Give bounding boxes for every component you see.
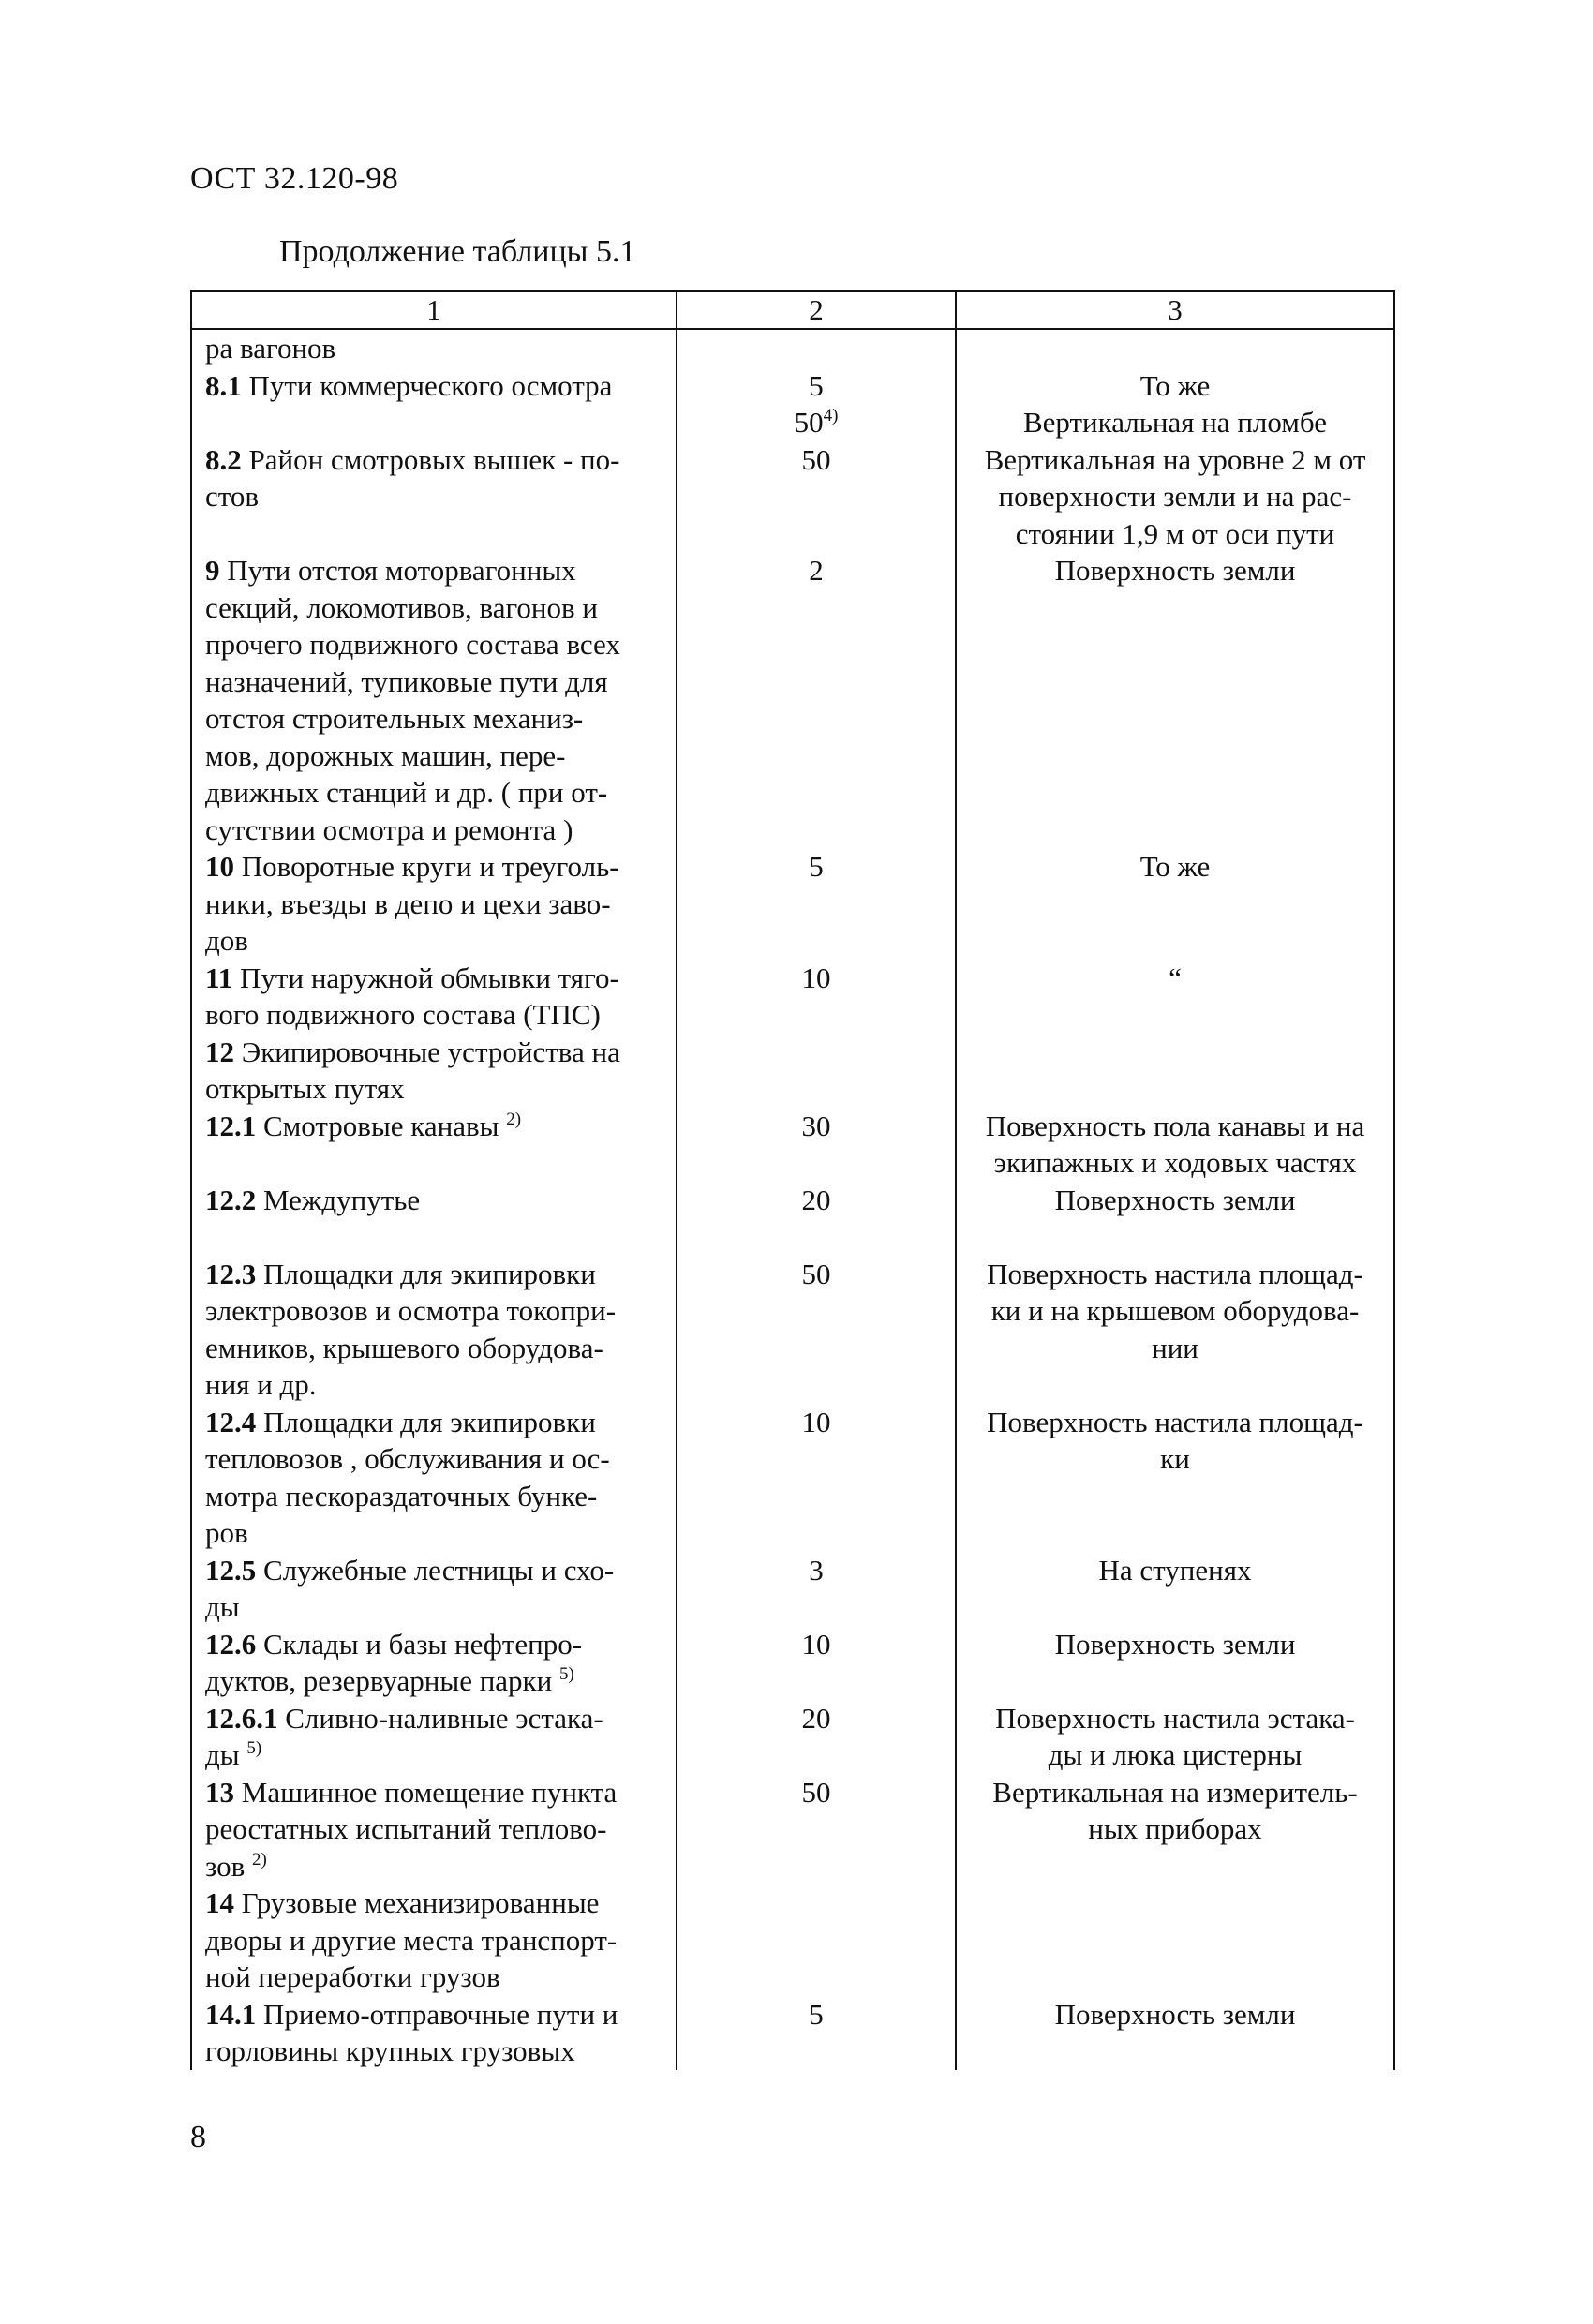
description-line <box>205 1848 670 1885</box>
illuminance-text: 5 <box>809 368 824 402</box>
description-text: зов <box>205 1849 246 1883</box>
cell-description <box>191 441 677 553</box>
table-header-row <box>191 291 1394 329</box>
table-row <box>191 1996 1394 2070</box>
table-caption: Продолжение таблицы 5.1 <box>279 234 636 269</box>
measurement-plane-line: ки и на крышевом оборудова- <box>990 1294 1360 1327</box>
table-row <box>191 552 1394 848</box>
description-text: вого подвижного состава (ТПС) <box>205 998 601 1031</box>
description-line <box>205 774 670 812</box>
footnote-marker: 2) <box>506 1109 522 1129</box>
illuminance-text: 5 <box>809 1997 824 2031</box>
description-line <box>205 1810 670 1848</box>
measurement-plane-line: Вертикальная на пломбе <box>1022 406 1328 439</box>
cell-description <box>191 1108 677 1182</box>
footnote-marker: 4) <box>823 406 839 425</box>
cell-measurement-plane <box>956 1256 1394 1404</box>
description-text: Район смотровых вышек - по- <box>248 442 620 476</box>
cell-measurement-plane <box>956 329 1394 367</box>
cell-measurement-plane <box>956 1885 1394 1996</box>
measurement-plane-line: Поверхность настила эстака- <box>995 1701 1355 1735</box>
description-text: Смотровые канавы <box>263 1109 499 1142</box>
illuminance-text: 50 <box>794 406 824 439</box>
cell-measurement-plane <box>956 1552 1394 1626</box>
description-text: Пути коммерческого осмотра <box>248 368 613 402</box>
cell-description <box>191 960 677 1034</box>
measurement-plane-line: Вертикальная на уровне 2 м от <box>984 442 1366 476</box>
measurement-plane-line: То же <box>1139 368 1211 402</box>
cell-measurement-plane <box>956 552 1394 848</box>
cell-measurement-plane <box>956 960 1394 1034</box>
description-text: ра вагонов <box>205 332 336 365</box>
description-text: Машинное помещение пункта <box>241 1775 618 1809</box>
description-text: Площадки для экипировки <box>263 1405 596 1438</box>
description-line <box>205 663 670 701</box>
illuminance-text: 20 <box>801 1183 831 1216</box>
description-line <box>205 1662 670 1700</box>
column-header-1: 1 <box>191 291 677 329</box>
item-number: 8.2 <box>205 442 242 476</box>
description-text: Поворотные круги и треуголь- <box>241 850 619 883</box>
measurement-plane-line: Вертикальная на измеритель- <box>992 1775 1358 1809</box>
description-line <box>205 848 670 886</box>
footnote-marker: 5) <box>246 1738 262 1758</box>
description-line <box>205 2033 670 2070</box>
measurement-plane-line: стоянии 1,9 м от оси пути <box>1015 516 1335 550</box>
illuminance-value <box>681 1182 951 1219</box>
description-line <box>205 1108 670 1145</box>
illuminance-text: 50 <box>801 1257 831 1290</box>
table-container <box>190 290 1393 2067</box>
cell-illuminance <box>677 960 956 1034</box>
table-row <box>191 1552 1394 1626</box>
description-line <box>205 1256 670 1293</box>
item-number: 12 <box>205 1035 234 1068</box>
cell-description <box>191 1774 677 1885</box>
description-line <box>205 367 670 405</box>
lighting-norms-table <box>190 290 1395 2070</box>
description-line <box>205 922 670 960</box>
cell-illuminance <box>677 1885 956 1996</box>
table-row <box>191 1774 1394 1885</box>
item-number: 14 <box>205 1886 234 1919</box>
description-line <box>205 1588 670 1626</box>
cell-illuminance <box>677 367 956 441</box>
illuminance-value <box>681 404 951 441</box>
cell-illuminance <box>677 848 956 960</box>
column-header-3: 3 <box>956 291 1394 329</box>
description-text: мов, дорожных машин, пере- <box>205 738 566 772</box>
description-text: Площадки для экипировки <box>263 1257 596 1290</box>
table-row <box>191 1404 1394 1552</box>
footnote-marker: 5) <box>558 1664 574 1684</box>
cell-measurement-plane <box>956 1404 1394 1552</box>
measurement-plane-line: нии <box>1152 1331 1198 1364</box>
description-line <box>205 552 670 589</box>
item-number: 13 <box>205 1775 234 1809</box>
description-line <box>205 996 670 1034</box>
item-number: 10 <box>205 850 234 883</box>
cell-measurement-plane <box>956 367 1394 441</box>
measurement-plane-line: Поверхность настила площад- <box>987 1257 1363 1290</box>
description-line <box>205 1404 670 1441</box>
table-row <box>191 1034 1394 1108</box>
description-line <box>205 441 670 479</box>
description-text: движных станций и др. ( при от- <box>205 776 608 809</box>
table-row <box>191 329 1394 367</box>
cell-description <box>191 1552 677 1626</box>
description-text: мотра пескораздаточных бунке- <box>205 1479 598 1512</box>
description-text: назначений, тупиковые пути для <box>205 664 608 698</box>
item-number: 14.1 <box>205 1997 257 2031</box>
description-text: ды <box>205 1738 240 1771</box>
cell-description <box>191 367 677 441</box>
description-line <box>205 1070 670 1108</box>
description-text: Склады и базы нефтепро- <box>263 1627 583 1661</box>
measurement-plane-line: “ <box>1169 961 1182 994</box>
illuminance-text: 30 <box>801 1109 831 1142</box>
description-text: Пути наружной обмывки тяго- <box>240 961 619 994</box>
item-number: 12.2 <box>205 1183 257 1216</box>
description-line <box>205 1626 670 1663</box>
measurement-plane-line: ки <box>1160 1442 1190 1475</box>
item-number: 9 <box>205 554 220 587</box>
cell-description <box>191 1996 677 2070</box>
cell-description <box>191 329 677 367</box>
item-number: 11 <box>205 961 233 994</box>
description-line <box>205 1034 670 1071</box>
description-text: Грузовые механизированные <box>241 1886 600 1919</box>
description-text: ров <box>205 1516 248 1549</box>
measurement-plane-line: То же <box>1139 850 1211 883</box>
description-text: ной переработки грузов <box>205 1960 500 1993</box>
description-line <box>205 1922 670 1959</box>
description-text: дов <box>205 924 248 957</box>
cell-measurement-plane <box>956 1996 1394 2070</box>
cell-description <box>191 1034 677 1108</box>
cell-illuminance <box>677 552 956 848</box>
description-text: горловины крупных грузовых <box>205 2034 575 2067</box>
measurement-plane-line: Поверхность пола канавы и на <box>985 1109 1365 1142</box>
cell-description <box>191 1256 677 1404</box>
description-text: Экипировочные устройства на <box>241 1035 620 1068</box>
illuminance-value <box>681 441 951 479</box>
description-text: прочего подвижного состава всех <box>205 628 620 661</box>
description-text: дуктов, резервуарные парки <box>205 1664 553 1697</box>
illuminance-text: 50 <box>801 1775 831 1809</box>
illuminance-text: 3 <box>809 1553 824 1587</box>
measurement-plane-line: На ступенях <box>1098 1553 1252 1587</box>
measurement-plane-line: Поверхность настила площад- <box>987 1405 1363 1438</box>
description-line <box>205 1885 670 1922</box>
cell-description <box>191 1700 677 1774</box>
description-line <box>205 886 670 923</box>
description-text: дворы и другие места транспорт- <box>205 1923 618 1957</box>
description-text: Приемо-отправочные пути и <box>263 1997 618 2031</box>
cell-measurement-plane <box>956 1626 1394 1700</box>
illuminance-value <box>681 1404 951 1441</box>
table-row <box>191 1700 1394 1774</box>
cell-illuminance <box>677 1700 956 1774</box>
measurement-plane-line: ды и люка цистерны <box>1048 1738 1303 1771</box>
cell-measurement-plane <box>956 1774 1394 1885</box>
item-number: 8.1 <box>205 368 242 402</box>
cell-illuminance <box>677 1182 956 1256</box>
item-number: 12.4 <box>205 1405 257 1438</box>
table-row <box>191 1626 1394 1700</box>
cell-illuminance <box>677 1774 956 1885</box>
table-row <box>191 367 1394 441</box>
table-row <box>191 1182 1394 1256</box>
cell-measurement-plane <box>956 1108 1394 1182</box>
cell-illuminance <box>677 1404 956 1552</box>
description-line <box>205 1366 670 1404</box>
description-line <box>205 700 670 737</box>
description-line <box>205 1478 670 1515</box>
cell-description <box>191 552 677 848</box>
cell-illuminance <box>677 329 956 367</box>
description-text: сутствии осмотра и ремонта ) <box>205 812 573 846</box>
description-line <box>205 1774 670 1811</box>
description-text: отстоя строительных механиз- <box>205 702 584 735</box>
table-row <box>191 848 1394 960</box>
cell-illuminance <box>677 1996 956 2070</box>
cell-measurement-plane <box>956 441 1394 553</box>
column-header-2: 2 <box>677 291 956 329</box>
measurement-plane-line: Поверхность земли <box>1054 1997 1296 2031</box>
item-number: 12.1 <box>205 1109 257 1142</box>
description-line <box>205 737 670 775</box>
description-text: реостатных испытаний теплово- <box>205 1812 607 1845</box>
cell-description <box>191 848 677 960</box>
blank-line <box>205 1218 670 1256</box>
description-line <box>205 1552 670 1589</box>
measurement-plane-line: Поверхность земли <box>1054 1183 1296 1216</box>
description-text: секций, локомотивов, вагонов и <box>205 590 598 624</box>
description-line <box>205 1959 670 1996</box>
page-number: 8 <box>190 2120 206 2154</box>
cell-measurement-plane <box>956 1034 1394 1108</box>
illuminance-value <box>681 1700 951 1737</box>
illuminance-value <box>681 552 951 589</box>
cell-description <box>191 1626 677 1700</box>
illuminance-text: 5 <box>809 850 824 883</box>
cell-description <box>191 1885 677 1996</box>
measurement-plane-line: поверхности земли и на рас- <box>998 480 1352 513</box>
measurement-plane-line: Поверхность земли <box>1054 554 1296 587</box>
illuminance-value <box>681 1774 951 1811</box>
description-text: Пути отстоя моторвагонных <box>227 554 576 587</box>
illuminance-text: 10 <box>801 1627 831 1661</box>
description-line <box>205 1330 670 1367</box>
description-text: Сливно-наливные эстака- <box>285 1701 603 1735</box>
illuminance-value <box>681 848 951 886</box>
description-text: стов <box>205 480 260 513</box>
description-line <box>205 1182 670 1219</box>
cell-illuminance <box>677 1256 956 1404</box>
footnote-marker: 2) <box>251 1849 267 1870</box>
table-row <box>191 441 1394 553</box>
measurement-plane-line: экипажных и ходовых частях <box>993 1146 1357 1179</box>
item-number: 12.5 <box>205 1553 257 1587</box>
cell-illuminance <box>677 1626 956 1700</box>
item-number: 12.3 <box>205 1257 257 1290</box>
description-text: тепловозов , обслуживания и ос- <box>205 1442 610 1475</box>
description-line <box>205 1736 670 1774</box>
table-row <box>191 1256 1394 1404</box>
cell-illuminance <box>677 1108 956 1182</box>
description-text: ния и др. <box>205 1368 317 1401</box>
table-row <box>191 1885 1394 1996</box>
description-text: электровозов и осмотра токопри- <box>205 1294 617 1327</box>
description-line <box>205 1700 670 1737</box>
illuminance-value <box>681 1256 951 1293</box>
illuminance-text: 50 <box>801 442 831 476</box>
description-line <box>205 330 670 367</box>
description-text: емников, крышевого оборудова- <box>205 1331 603 1364</box>
cell-illuminance <box>677 1034 956 1108</box>
cell-illuminance <box>677 1552 956 1626</box>
description-text: Междупутье <box>263 1183 421 1216</box>
illuminance-value <box>681 960 951 997</box>
illuminance-value <box>681 1626 951 1663</box>
description-line <box>205 812 670 849</box>
illuminance-text: 2 <box>809 554 824 587</box>
cell-measurement-plane <box>956 1700 1394 1774</box>
description-line <box>205 589 670 627</box>
illuminance-value <box>681 367 951 405</box>
table-row <box>191 960 1394 1034</box>
description-text: ды <box>205 1590 240 1623</box>
cell-illuminance <box>677 441 956 553</box>
illuminance-value <box>681 1108 951 1145</box>
cell-description <box>191 1182 677 1256</box>
measurement-plane-line: ных приборах <box>1088 1812 1262 1845</box>
description-text: Служебные лестницы и схо- <box>263 1553 615 1587</box>
item-number: 12.6 <box>205 1627 257 1661</box>
illuminance-text: 20 <box>801 1701 831 1735</box>
measurement-plane-line: Поверхность земли <box>1054 1627 1296 1661</box>
description-text: открытых путях <box>205 1072 405 1105</box>
description-text: ники, въезды в депо и цехи заво- <box>205 886 611 920</box>
table-body <box>191 329 1394 2070</box>
illuminance-value <box>681 1552 951 1589</box>
description-line <box>205 1440 670 1478</box>
description-line <box>205 626 670 663</box>
illuminance-text: 10 <box>801 961 831 994</box>
illuminance-text: 10 <box>801 1405 831 1438</box>
description-line <box>205 478 670 515</box>
description-line <box>205 1514 670 1552</box>
cell-measurement-plane <box>956 848 1394 960</box>
description-line <box>205 960 670 997</box>
description-line <box>205 1996 670 2034</box>
cell-measurement-plane <box>956 1182 1394 1256</box>
illuminance-value <box>681 1996 951 2034</box>
document-code: ОСТ 32.120-98 <box>190 161 399 196</box>
table-row <box>191 1108 1394 1182</box>
item-number: 12.6.1 <box>205 1701 278 1735</box>
cell-description <box>191 1404 677 1552</box>
description-line <box>205 1292 670 1330</box>
